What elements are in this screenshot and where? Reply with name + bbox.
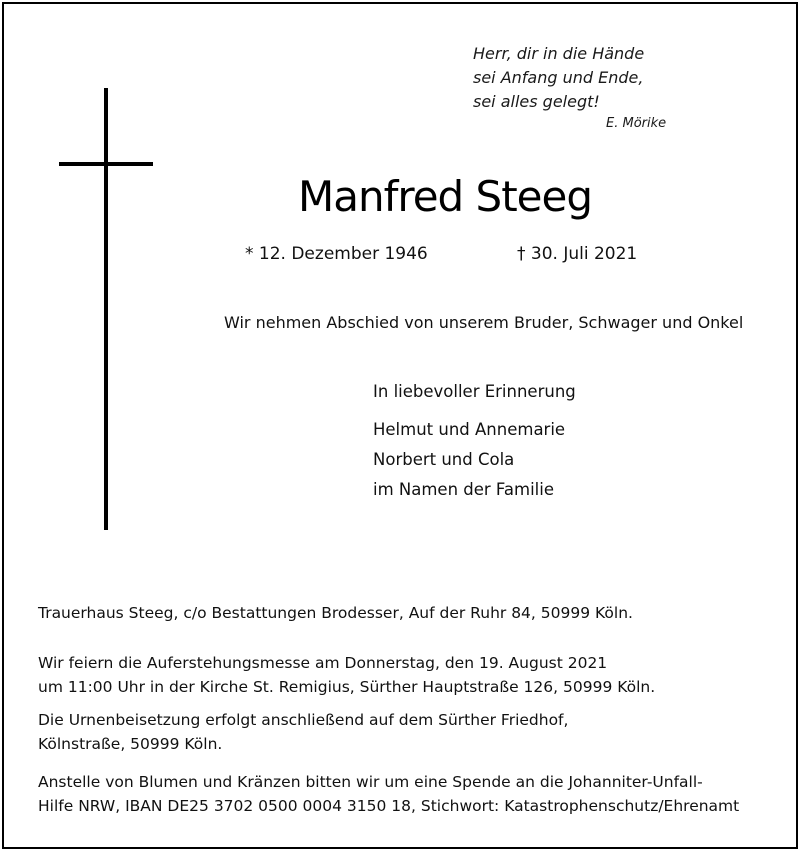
quote <box>473 42 644 114</box>
cross-icon-beam <box>59 162 153 166</box>
farewell-text: Wir nehmen Abschied von unserem Bruder, Schwager und Onkel <box>224 313 744 332</box>
quote-line: sei alles gelegt! <box>473 92 600 111</box>
quote-line: Herr, dir in die Hände <box>473 44 645 63</box>
burial-line: Kölnstraße, 50999 Köln. <box>38 735 223 753</box>
burial-line: Die Urnenbeisetzung erfolgt anschließend auf dem Sürther Friedhof, <box>38 711 569 729</box>
mourner-name: im Namen der Familie <box>373 480 555 499</box>
donation-line: Hilfe NRW, IBAN DE25 3702 0500 0004 3150 18, Stichwort: Katastrophenschutz/Ehrenamt <box>38 797 740 815</box>
donation-info <box>38 770 739 818</box>
birth-date: * 12. Dezember 1946 <box>245 244 428 264</box>
mass-info <box>38 651 655 699</box>
cross-icon <box>104 88 108 530</box>
mourner-name: Norbert und Cola <box>373 450 515 469</box>
death-date: † 30. Juli 2021 <box>517 244 638 264</box>
quote-line: sei Anfang und Ende, <box>473 68 644 87</box>
mourners-intro: In liebevoller Erinnerung <box>373 382 576 401</box>
donation-line: Anstelle von Blumen und Kränzen bitten wir um eine Spende an die Johanniter-Unfall- <box>38 773 703 791</box>
mass-line: Wir feiern die Auferstehungsmesse am Donnerstag, den 19. August 2021 <box>38 654 608 672</box>
mourning-house: Trauerhaus Steeg, c/o Bestattungen Brodesser, Auf der Ruhr 84, 50999 Köln. <box>38 604 633 622</box>
mass-line: um 11:00 Uhr in der Kirche St. Remigius, Sürther Hauptstraße 126, 50999 Köln. <box>38 678 656 696</box>
burial-info <box>38 708 568 756</box>
deceased-name: Manfred Steeg <box>297 172 593 221</box>
mourner-name: Helmut und Annemarie <box>373 420 566 439</box>
quote-author: E. Mörike <box>606 116 667 131</box>
